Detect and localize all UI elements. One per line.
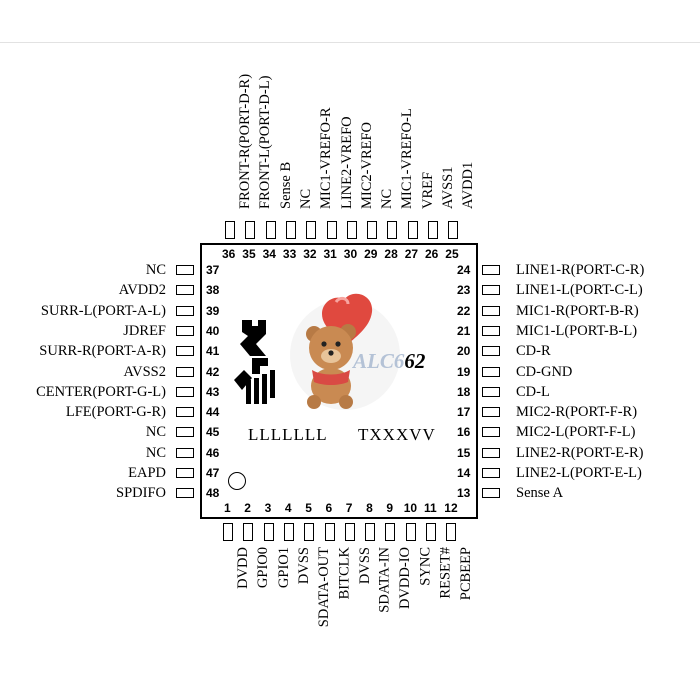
pin-47 bbox=[176, 468, 194, 478]
pin-35 bbox=[245, 221, 255, 239]
pin-16 bbox=[482, 427, 500, 437]
pin-9 bbox=[385, 523, 395, 541]
pin-label-10: SYNC bbox=[417, 547, 434, 586]
pin-number-46: 46 bbox=[206, 445, 220, 460]
chip-part-number bbox=[353, 349, 425, 374]
pin-number-24: 24 bbox=[457, 263, 471, 277]
pin-label-18: CD-L bbox=[516, 383, 550, 400]
pin-label-34: Sense B bbox=[277, 161, 294, 209]
pin-3 bbox=[264, 523, 274, 541]
pin-30 bbox=[347, 221, 357, 239]
pin-number-11: 11 bbox=[424, 501, 437, 515]
pin-25 bbox=[448, 221, 458, 239]
pin-1 bbox=[223, 523, 233, 541]
pin-number-43: 43 bbox=[206, 384, 220, 399]
pin-number-23: 23 bbox=[457, 283, 471, 298]
pin-label-6: BITCLK bbox=[336, 547, 353, 600]
pin-number-45: 45 bbox=[206, 425, 220, 440]
pin-label-21: MIC1-L(PORT-B-L) bbox=[516, 322, 638, 339]
pin-42 bbox=[176, 367, 194, 377]
pin-37 bbox=[176, 265, 194, 275]
pin-number-2: 2 bbox=[244, 501, 251, 515]
pin-number-26: 26 bbox=[425, 247, 439, 261]
pin-label-14: LINE2-L(PORT-E-L) bbox=[516, 465, 642, 481]
pin-label-24: LINE1-R(PORT-C-R) bbox=[516, 262, 645, 278]
pin-label-17: MIC2-R(PORT-F-R) bbox=[516, 404, 638, 421]
pin-label-43: CENTER(PORT-G-L) bbox=[36, 383, 166, 400]
pin-number-30: 30 bbox=[343, 247, 358, 261]
pin-number-13: 13 bbox=[457, 486, 471, 501]
pin-number-32: 32 bbox=[303, 247, 317, 261]
pin-number-39: 39 bbox=[206, 303, 220, 318]
pin-2 bbox=[243, 523, 253, 541]
pin-number-18: 18 bbox=[457, 384, 471, 399]
pin-32 bbox=[306, 221, 316, 239]
pin-label-26: AVSS1 bbox=[440, 166, 456, 209]
pin-label-39: SURR-L(PORT-A-L) bbox=[40, 302, 166, 319]
pin-label-3: GPIO1 bbox=[275, 547, 292, 589]
pin-number-37: 37 bbox=[206, 263, 220, 277]
pin-38 bbox=[176, 285, 194, 295]
chip-marking-lot: LLLLLLL bbox=[248, 425, 328, 444]
pin-number-19: 19 bbox=[457, 364, 471, 379]
pin-label-36: FRONT-R(PORT-D-R) bbox=[237, 73, 253, 209]
pin-label-35: FRONT-L(PORT-D-L) bbox=[257, 75, 274, 209]
pin-label-41: SURR-R(PORT-A-R) bbox=[39, 343, 166, 360]
pin-33 bbox=[286, 221, 296, 239]
pin-21 bbox=[482, 326, 500, 336]
pin-26 bbox=[428, 221, 438, 239]
pin-number-1: 1 bbox=[224, 501, 231, 515]
pin-label-13: Sense A bbox=[516, 485, 564, 502]
pin-label-33: NC bbox=[297, 188, 314, 209]
pin-label-1: DVDD bbox=[235, 547, 251, 589]
pin-11 bbox=[426, 523, 436, 541]
pin-31 bbox=[327, 221, 337, 239]
pin-label-25: AVDD1 bbox=[460, 161, 477, 209]
pin-label-7: DVSS bbox=[356, 547, 373, 585]
pin-number-34: 34 bbox=[262, 247, 276, 261]
pin-number-42: 42 bbox=[206, 364, 220, 379]
pin-label-15: LINE2-R(PORT-E-R) bbox=[516, 444, 644, 461]
pin-number-21: 21 bbox=[457, 323, 471, 338]
pin-label-19: CD-GND bbox=[516, 363, 573, 380]
pin-46 bbox=[176, 448, 194, 458]
pin-29 bbox=[367, 221, 377, 239]
pin-17 bbox=[482, 407, 500, 417]
top-divider-line bbox=[0, 42, 700, 43]
pin-label-44: LFE(PORT-G-R) bbox=[65, 404, 166, 421]
pin-number-38: 38 bbox=[206, 283, 220, 298]
pin-label-47: EAPD bbox=[128, 465, 166, 481]
pin-number-20: 20 bbox=[457, 344, 471, 359]
pin-number-4: 4 bbox=[284, 501, 292, 515]
pin-label-46: NC bbox=[145, 444, 166, 461]
pin-7 bbox=[345, 523, 355, 541]
pin-10 bbox=[406, 523, 416, 541]
pin-8 bbox=[365, 523, 375, 541]
pin-24 bbox=[482, 265, 500, 275]
pin-4 bbox=[284, 523, 294, 541]
pin-number-35: 35 bbox=[242, 247, 256, 261]
pin-45 bbox=[176, 427, 194, 437]
pin-label-5: SDATA-OUT bbox=[316, 547, 333, 628]
pin-number-6: 6 bbox=[325, 501, 333, 515]
pin-number-41: 41 bbox=[206, 344, 220, 359]
pin-15 bbox=[482, 448, 500, 458]
pin-number-33: 33 bbox=[282, 247, 297, 261]
pin-number-3: 3 bbox=[264, 501, 272, 515]
pin-18 bbox=[482, 387, 500, 397]
pin-number-15: 15 bbox=[457, 445, 471, 460]
pin-label-31: LINE2-VREFO bbox=[338, 116, 355, 209]
pin-number-25: 25 bbox=[445, 247, 459, 261]
pin-19 bbox=[482, 367, 500, 377]
pin-43 bbox=[176, 387, 194, 397]
pin-27 bbox=[408, 221, 418, 239]
pin-number-17: 17 bbox=[457, 405, 471, 420]
pin-40 bbox=[176, 326, 194, 336]
pin-number-5: 5 bbox=[305, 501, 312, 515]
pin-number-7: 7 bbox=[345, 501, 353, 515]
pin-label-48: SPDIFO bbox=[116, 485, 166, 502]
pin-number-8: 8 bbox=[366, 501, 373, 515]
pin-label-4: DVSS bbox=[295, 547, 312, 585]
pin-label-27: VREF bbox=[419, 171, 436, 209]
pin-number-31: 31 bbox=[323, 247, 337, 261]
pin-label-9: DVDD-IO bbox=[397, 547, 414, 610]
chip-marking-date: TXXXVV bbox=[358, 425, 436, 444]
pin-label-22: MIC1-R(PORT-B-R) bbox=[516, 302, 639, 319]
pin-label-29: NC bbox=[379, 188, 396, 209]
pin-number-28: 28 bbox=[384, 247, 398, 261]
pin-34 bbox=[266, 221, 276, 239]
pin-label-2: GPIO0 bbox=[255, 547, 272, 589]
pin-label-38: AVDD2 bbox=[118, 282, 166, 299]
pin-number-47: 47 bbox=[206, 466, 220, 480]
pin-number-22: 22 bbox=[457, 303, 471, 318]
pin-label-30: MIC2-VREFO bbox=[358, 121, 375, 209]
pin-number-9: 9 bbox=[386, 501, 394, 515]
pin-12 bbox=[446, 523, 456, 541]
pin-label-23: LINE1-L(PORT-C-L) bbox=[516, 282, 643, 299]
pin-label-11: RESET# bbox=[438, 547, 454, 599]
pin-5 bbox=[304, 523, 314, 541]
pin-22 bbox=[482, 306, 500, 316]
pin-44 bbox=[176, 407, 194, 417]
pin-13 bbox=[482, 488, 500, 498]
pin-28 bbox=[387, 221, 397, 239]
pin-number-40: 40 bbox=[206, 323, 220, 338]
pin-23 bbox=[482, 285, 500, 295]
pin-number-29: 29 bbox=[364, 247, 378, 261]
pin-label-12: PCBEEP bbox=[458, 547, 475, 601]
pin-label-20: CD-R bbox=[516, 343, 551, 360]
pin-number-14: 14 bbox=[457, 466, 471, 480]
pin-14 bbox=[482, 468, 500, 478]
pin1-indicator-dot bbox=[228, 472, 246, 490]
pin-36 bbox=[225, 221, 235, 239]
pin-number-48: 48 bbox=[206, 486, 220, 501]
pin-6 bbox=[325, 523, 335, 541]
pin-number-16: 16 bbox=[457, 425, 471, 440]
pin-label-42: AVSS2 bbox=[123, 363, 166, 380]
pin-label-40: JDREF bbox=[123, 322, 166, 339]
pin-48 bbox=[176, 488, 194, 498]
pin-label-32: MIC1-VREFO-R bbox=[318, 107, 335, 209]
pin-41 bbox=[176, 346, 194, 356]
pin-number-12: 12 bbox=[444, 501, 458, 515]
pin-label-45: NC bbox=[145, 424, 166, 441]
pin-label-16: MIC2-L(PORT-F-L) bbox=[516, 424, 636, 441]
part-number-suffix: 62 bbox=[404, 349, 426, 373]
pin-label-37: NC bbox=[145, 262, 166, 278]
pin-20 bbox=[482, 346, 500, 356]
pin-number-10: 10 bbox=[403, 501, 418, 515]
pin-label-8: SDATA-IN bbox=[377, 547, 394, 613]
pin-label-28: MIC1-VREFO-L bbox=[399, 108, 416, 209]
pin-number-36: 36 bbox=[222, 247, 236, 261]
pin-number-44: 44 bbox=[206, 405, 220, 420]
pin-number-27: 27 bbox=[404, 247, 419, 261]
pin-39 bbox=[176, 306, 194, 316]
part-number-prefix: ALC6 bbox=[353, 349, 405, 373]
